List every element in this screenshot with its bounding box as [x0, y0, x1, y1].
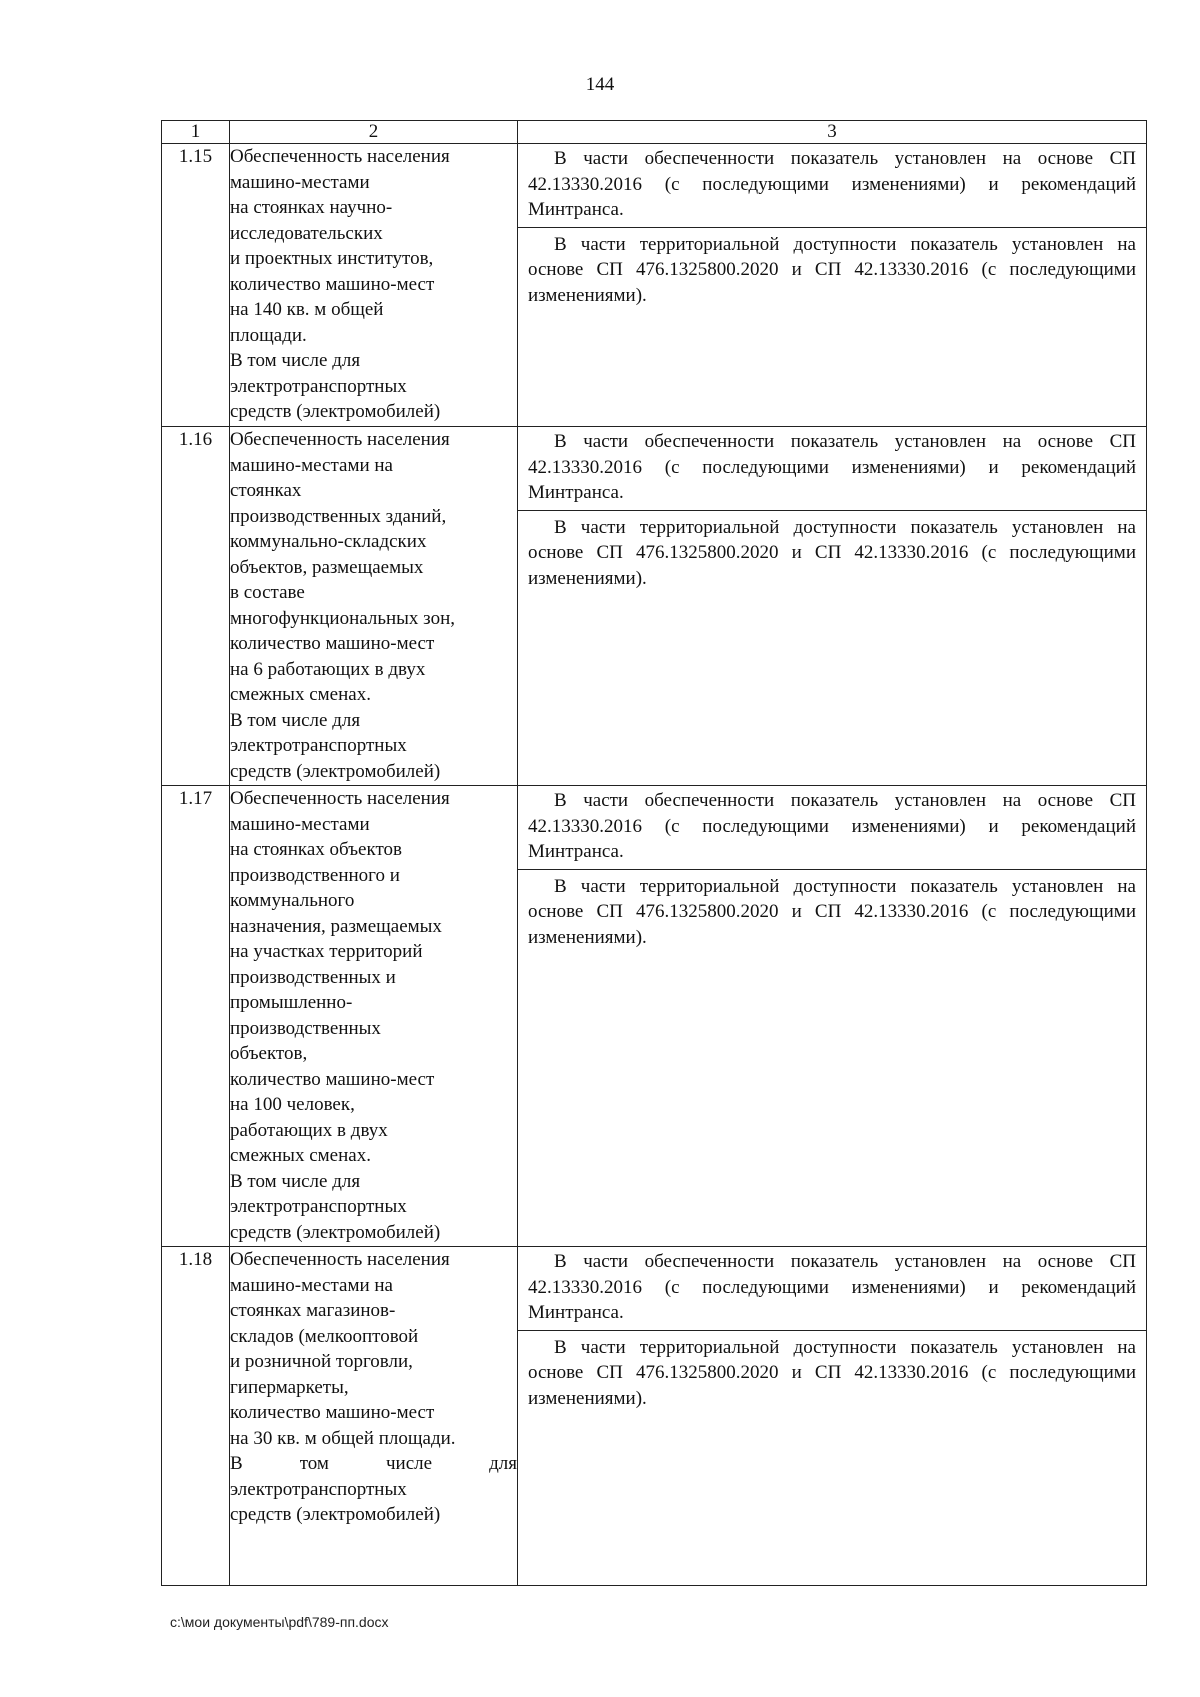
indicator-line: гипермаркеты, — [230, 1376, 349, 1398]
basis-cell — [518, 427, 1147, 786]
basis-cell — [518, 1247, 1147, 1586]
indicator-line: В том числе для — [230, 350, 361, 371]
row-number: 1.16 — [162, 427, 230, 786]
indicator-cell — [230, 786, 518, 1247]
basis-provision: В части обеспеченности показатель установлен на основе СП 42.13330.2016 (с последующими изменениями) и рекомендаций Минтранса. — [528, 790, 1136, 862]
indicator-line: количество машино-мест — [230, 273, 435, 295]
indicator-line: машино-местами — [230, 813, 370, 835]
indicator-line: многофункциональных зон, — [230, 607, 455, 629]
row-number: 1.15 — [162, 144, 230, 427]
indicator-line: коммунально-складских — [230, 531, 427, 552]
table-row — [162, 786, 1147, 1247]
header-col-2: 2 — [230, 121, 518, 144]
indicator-line: В том числе для — [230, 1170, 361, 1192]
indicator-line: Обеспеченность населения — [230, 788, 450, 809]
indicator-line: исследовательских — [230, 222, 383, 244]
indicator-line: на 140 кв. м общей — [230, 299, 384, 320]
indicator-line: на участках территорий — [230, 941, 423, 962]
indicator-line: назначения, размещаемых — [230, 915, 442, 937]
indicator-line: количество машино-мест — [230, 633, 435, 654]
table-row — [162, 144, 1147, 427]
indicator-line: на 6 работающих в двух — [230, 658, 426, 680]
indicator-line: объектов, — [230, 1043, 308, 1064]
indicator-line: промышленно- — [230, 992, 353, 1013]
basis-provision: В части обеспеченности показатель установлен на основе СП 42.13330.2016 (с последующими изменениями) и рекомендаций Минтранса. — [528, 431, 1136, 503]
indicator-line: средств (электромобилей) — [230, 760, 441, 782]
indicator-line: машино-местами — [230, 171, 370, 193]
indicator-line: количество машино-мест — [230, 1068, 435, 1090]
indicator-cell — [230, 144, 518, 427]
indicator-line: коммунального — [230, 890, 355, 911]
page-number: 144 — [585, 74, 615, 95]
indicator-line: машино-местами на — [230, 454, 393, 476]
indicator-line: работающих в двух — [230, 1119, 388, 1141]
indicator-line: на стоянках научно- — [230, 197, 393, 218]
basis-accessibility: В части территориальной доступности показатель установлен на основе СП 476.1325800.2020 и СП 42.13330.2016 (с последующими изменениями). — [518, 510, 1146, 596]
indicator-line: площади. — [230, 324, 307, 346]
indicator-cell — [230, 1247, 518, 1586]
indicator-line: в составе — [230, 582, 305, 603]
indicator-line: средств (электромобилей) — [230, 401, 441, 422]
table-header-row — [162, 121, 1147, 144]
indicator-line: средств (электромобилей) — [230, 1504, 441, 1525]
indicator-line: и розничной торговли, — [230, 1351, 413, 1372]
indicator-line: количество машино-мест — [230, 1402, 435, 1423]
indicator-line: производственных и — [230, 966, 396, 988]
header-col-1: 1 — [162, 121, 230, 144]
basis-accessibility: В части территориальной доступности показатель установлен на основе СП 476.1325800.2020 и СП 42.13330.2016 (с последующими изменениями). — [518, 1330, 1146, 1416]
basis-cell — [518, 144, 1147, 427]
indicator-line: производственного и — [230, 864, 400, 886]
indicator-line: электротранспортных — [230, 375, 407, 397]
basis-accessibility: В части территориальной доступности показатель установлен на основе СП 476.1325800.2020 и СП 42.13330.2016 (с последующими изменениями). — [518, 869, 1146, 955]
indicator-line: В том числе для — [230, 1453, 517, 1474]
indicator-line: электротранспортных — [230, 1196, 407, 1217]
indicator-line: стоянках магазинов- — [230, 1300, 396, 1321]
indicator-line: на 100 человек, — [230, 1094, 355, 1115]
indicator-line: производственных зданий, — [230, 505, 447, 527]
basis-provision: В части обеспеченности показатель установлен на основе СП 42.13330.2016 (с последующими изменениями) и рекомендаций Минтранса. — [528, 1251, 1136, 1323]
norms-table — [161, 120, 1147, 1586]
table-row — [162, 1247, 1147, 1586]
basis-provision: В части обеспеченности показатель установлен на основе СП 42.13330.2016 (с последующими изменениями) и рекомендаций Минтранса. — [528, 148, 1136, 220]
indicator-line: стоянках — [230, 480, 302, 501]
table-row — [162, 427, 1147, 786]
row-number: 1.17 — [162, 786, 230, 1247]
row-number: 1.18 — [162, 1247, 230, 1586]
indicator-line: складов (мелкооптовой — [230, 1325, 419, 1347]
indicator-line: электротранспортных — [230, 735, 407, 756]
header-col-3: 3 — [518, 121, 1147, 144]
indicator-line: электротранспортных — [230, 1478, 407, 1500]
basis-cell — [518, 786, 1147, 1247]
indicator-cell — [230, 427, 518, 786]
indicator-line: средств (электромобилей) — [230, 1221, 441, 1243]
indicator-line: Обеспеченность населения — [230, 1249, 450, 1270]
basis-accessibility: В части территориальной доступности показатель установлен на основе СП 476.1325800.2020 и СП 42.13330.2016 (с последующими изменениями). — [518, 227, 1146, 313]
indicator-line: Обеспеченность населения — [230, 429, 450, 450]
indicator-line: Обеспеченность населения — [230, 146, 450, 167]
file-path-footer: c:\мои документы\pdf\789-пп.docx — [170, 1614, 389, 1630]
indicator-line: смежных сменах. — [230, 1145, 371, 1166]
indicator-line: на 30 кв. м общей площади. — [230, 1427, 456, 1449]
indicator-line: В том числе для — [230, 709, 361, 731]
indicator-line: производственных — [230, 1017, 381, 1039]
indicator-line: и проектных институтов, — [230, 248, 434, 269]
indicator-line: машино-местами на — [230, 1274, 393, 1296]
indicator-line: объектов, размещаемых — [230, 556, 424, 578]
indicator-line: смежных сменах. — [230, 684, 371, 705]
indicator-line: на стоянках объектов — [230, 839, 402, 860]
